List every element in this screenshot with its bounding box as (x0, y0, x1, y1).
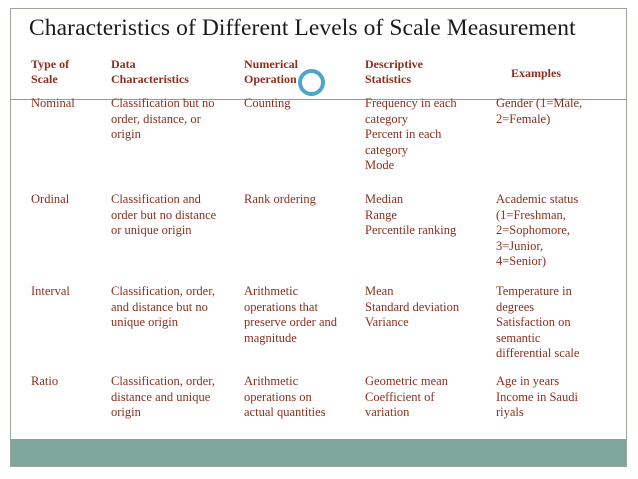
row-ratio-examples: Age in years Income in Saudi riyals (496, 374, 578, 419)
slide-title: Characteristics of Different Levels of Scale Measurement (29, 15, 576, 41)
row-nominal-statistics: Frequency in each category Percent in each category Mode (365, 96, 457, 172)
header-numerical-operation: Numerical Operation (244, 57, 298, 86)
row-interval-operation: Arithmetic operations that preserve order and magnitude (244, 284, 338, 345)
row-ratio-type: Ratio (31, 374, 59, 388)
header-data-characteristics: Data Characteristics (111, 57, 189, 86)
row-interval-statistics: Mean Standard deviation Variance (365, 284, 460, 329)
header-examples: Examples (511, 66, 562, 80)
row-nominal-data: Classification but no order, distance, or origin (111, 96, 215, 141)
row-ratio-operation: Arithmetic operations on actual quantities (244, 374, 326, 419)
row-nominal-operation: Counting (244, 96, 291, 110)
header-descriptive-statistics: Descriptive Statistics (365, 57, 423, 86)
row-ratio-statistics: Geometric mean Coefficient of variation (365, 374, 448, 419)
row-interval-type: Interval (31, 284, 70, 298)
row-ordinal-operation: Rank ordering (244, 192, 316, 206)
row-interval-data: Classification, order, and distance but no unique origin (111, 284, 215, 329)
row-ordinal-statistics: Median Range Percentile ranking (365, 192, 457, 237)
row-interval-examples: Temperature in degrees Satisfaction on semantic differential scale (496, 284, 580, 360)
row-ordinal-examples: Academic status (1=Freshman, 2=Sophomore, 3=Junior, 4=Senior) (496, 192, 579, 268)
row-ordinal-data: Classification and order but no distance or unique origin (111, 192, 217, 237)
row-nominal-examples: Gender (1=Male, 2=Female) (496, 96, 583, 126)
footer-band (11, 439, 626, 466)
row-ratio-data: Classification, order, distance and unique origin (111, 374, 215, 419)
header-type-of-scale: Type of Scale (31, 57, 70, 86)
cursor-highlight-ring-icon (298, 69, 325, 96)
row-ordinal-type: Ordinal (31, 192, 70, 206)
row-nominal-type: Nominal (31, 96, 75, 110)
